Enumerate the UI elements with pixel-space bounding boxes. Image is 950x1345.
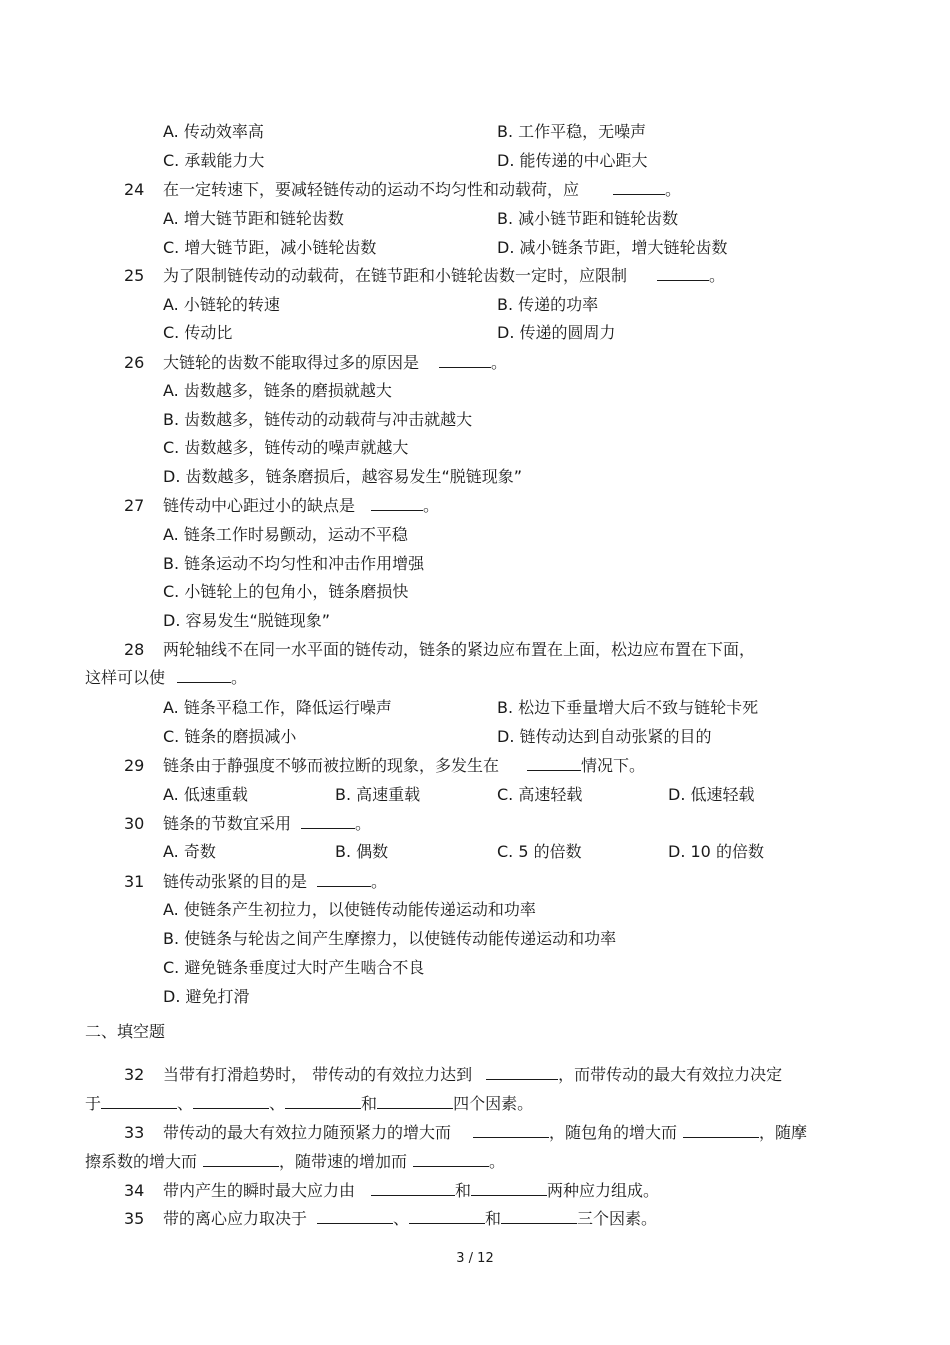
question-number: 31 (124, 872, 145, 891)
answer-blank (317, 1209, 393, 1224)
question-number: 33 (124, 1123, 145, 1142)
question-text: 当带有打滑趋势时， 带传动的有效拉力达到 (163, 1065, 473, 1084)
q31-option-a: A. 使链条产生初拉力，以使链传动能传递运动和功率 (163, 900, 536, 919)
answer-blank (203, 1152, 279, 1167)
q29-option-a: A. 低速重载 (163, 785, 248, 804)
question-35 (124, 1209, 657, 1229)
q27-option-c: C. 小链轮上的包角小，链条磨损快 (163, 582, 409, 601)
answer-blank (301, 814, 355, 829)
q27-option-d: D. 容易发生“脱链现象” (163, 611, 331, 630)
question-end: 。 (489, 1152, 506, 1171)
answer-blank (501, 1209, 577, 1224)
question-26 (124, 353, 507, 373)
answer-blank (473, 1123, 549, 1138)
question-text: 带的离心应力取决于 (163, 1209, 308, 1228)
answer-blank (371, 496, 423, 511)
q24-option-c: C. 增大链节距，减小链轮齿数 (163, 238, 377, 257)
question-stem: 为了限制链传动的动载荷，在链节距和小链轮齿数一定时，应限制 (163, 266, 628, 285)
question-stem: 两轮轴线不在同一水平面的链传动，链条的紧边应布置在上面，松边应布置在下面， (163, 640, 756, 659)
answer-blank (471, 1181, 547, 1196)
question-33 (124, 1123, 807, 1143)
q30-option-c: C. 5 的倍数 (497, 842, 582, 861)
answer-blank (285, 1094, 361, 1109)
question-text: ，随摩 (759, 1123, 808, 1142)
answer-blank (486, 1065, 558, 1080)
question-28 (124, 640, 755, 660)
question-stem: 大链轮的齿数不能取得过多的原因是 (163, 353, 420, 372)
question-33-continuation (85, 1152, 505, 1172)
q27-option-a: A. 链条工作时易颤动，运动不平稳 (163, 525, 408, 544)
answer-blank (317, 872, 371, 887)
question-number: 26 (124, 353, 145, 372)
answer-blank (193, 1094, 269, 1109)
question-32-continuation (85, 1094, 533, 1114)
question-stem: 在一定转速下，要减轻链传动的运动不均匀性和动载荷，应 (163, 180, 580, 199)
q25-option-a: A. 小链轮的转速 (163, 295, 280, 314)
question-text: 带传动的最大有效拉力随预紧力的增大而 (163, 1123, 452, 1142)
answer-blank (409, 1209, 485, 1224)
question-number: 27 (124, 496, 145, 515)
q26-option-d: D. 齿数越多，链条磨损后，越容易发生“脱链现象” (163, 467, 523, 486)
question-24 (124, 180, 681, 200)
question-30 (124, 814, 371, 834)
q28-option-c: C. 链条的磨损减小 (163, 727, 297, 746)
question-end: 。 (491, 353, 508, 372)
page-number: 3 / 12 (456, 1251, 494, 1266)
q30-option-a: A. 奇数 (163, 842, 216, 861)
question-32 (124, 1065, 782, 1085)
answer-blank (377, 1094, 453, 1109)
q24-option-b: B. 减小链节距和链轮齿数 (497, 209, 679, 228)
answer-blank (657, 266, 709, 281)
conjunction: 和 (455, 1181, 472, 1200)
question-text: 擦系数的增大而 (85, 1152, 198, 1171)
answer-blank (177, 668, 231, 683)
conjunction: 和 (361, 1094, 378, 1113)
question-cont: 这样可以使 (85, 668, 166, 687)
question-text: ，随包角的增大而 (549, 1123, 678, 1142)
question-text: 三个因素。 (577, 1209, 658, 1228)
question-text: ，而带传动的最大有效拉力决定 (558, 1065, 783, 1084)
question-number: 28 (124, 640, 145, 659)
question-end: 。 (665, 180, 682, 199)
q26-option-c: C. 齿数越多，链传动的噪声就越大 (163, 438, 409, 457)
question-number: 32 (124, 1065, 145, 1084)
question-25 (124, 266, 725, 286)
q23-option-a: A. 传动效率高 (163, 122, 264, 141)
q25-option-b: B. 传递的功率 (497, 295, 599, 314)
answer-blank (413, 1152, 489, 1167)
question-stem: 链传动张紧的目的是 (163, 872, 308, 891)
q23-option-b: B. 工作平稳，无噪声 (497, 122, 647, 141)
question-number: 25 (124, 266, 145, 285)
answer-blank (613, 180, 665, 195)
question-end: 。 (371, 872, 388, 891)
question-29 (124, 756, 645, 776)
question-number: 35 (124, 1209, 145, 1228)
q29-option-d: D. 低速轻载 (668, 785, 755, 804)
question-end: 。 (231, 668, 248, 687)
question-text: ，随带速的增加而 (279, 1152, 408, 1171)
q31-option-c: C. 避免链条垂度过大时产生啮合不良 (163, 958, 425, 977)
q29-option-c: C. 高速轻载 (497, 785, 583, 804)
question-31 (124, 872, 387, 892)
answer-blank (527, 756, 581, 771)
question-stem: 链条由于静强度不够而被拉断的现象，多发生在 (163, 756, 500, 775)
q23-option-d: D. 能传递的中心距大 (497, 151, 648, 170)
q24-option-a: A. 增大链节距和链轮齿数 (163, 209, 344, 228)
separator: 、 (393, 1209, 410, 1228)
q26-option-b: B. 齿数越多，链传动的动载荷与冲击就越大 (163, 410, 473, 429)
question-stem: 链传动中心距过小的缺点是 (163, 496, 356, 515)
question-text: 两种应力组成。 (547, 1181, 660, 1200)
question-end: 。 (355, 814, 372, 833)
section-heading: 二、填空题 (85, 1022, 166, 1041)
q25-option-d: D. 传递的圆周力 (497, 323, 616, 342)
q28-option-d: D. 链传动达到自动张紧的目的 (497, 727, 712, 746)
question-number: 24 (124, 180, 145, 199)
separator: 、 (269, 1094, 286, 1113)
question-number: 29 (124, 756, 145, 775)
q31-option-b: B. 使链条与轮齿之间产生摩擦力，以使链传动能传递运动和功率 (163, 929, 617, 948)
q24-option-d: D. 减小链条节距，增大链轮齿数 (497, 238, 728, 257)
separator: 、 (177, 1094, 194, 1113)
answer-blank (101, 1094, 177, 1109)
q23-option-c: C. 承载能力大 (163, 151, 265, 170)
q28-option-b: B. 松边下垂量增大后不致与链轮卡死 (497, 698, 759, 717)
answer-blank (439, 353, 491, 368)
q30-option-d: D. 10 的倍数 (668, 842, 764, 861)
question-text: 四个因素。 (453, 1094, 534, 1113)
question-text: 带内产生的瞬时最大应力由 (163, 1181, 356, 1200)
q26-option-a: A. 齿数越多，链条的磨损就越大 (163, 381, 392, 400)
q31-option-d: D. 避免打滑 (163, 987, 250, 1006)
question-stem: 链条的节数宜采用 (163, 814, 292, 833)
q29-option-b: B. 高速重载 (335, 785, 421, 804)
question-end: 。 (709, 266, 726, 285)
question-number: 30 (124, 814, 145, 833)
q30-option-b: B. 偶数 (335, 842, 389, 861)
question-text: 于 (85, 1094, 102, 1113)
answer-blank (683, 1123, 759, 1138)
question-number: 34 (124, 1181, 145, 1200)
question-27 (124, 496, 439, 516)
question-end: 情况下。 (581, 756, 646, 775)
question-end: 。 (423, 496, 440, 515)
question-28-continuation (85, 668, 247, 688)
conjunction: 和 (485, 1209, 502, 1228)
q27-option-b: B. 链条运动不均匀性和冲击作用增强 (163, 554, 425, 573)
question-34 (124, 1181, 659, 1201)
q25-option-c: C. 传动比 (163, 323, 233, 342)
answer-blank (371, 1181, 455, 1196)
q28-option-a: A. 链条平稳工作，降低运行噪声 (163, 698, 392, 717)
